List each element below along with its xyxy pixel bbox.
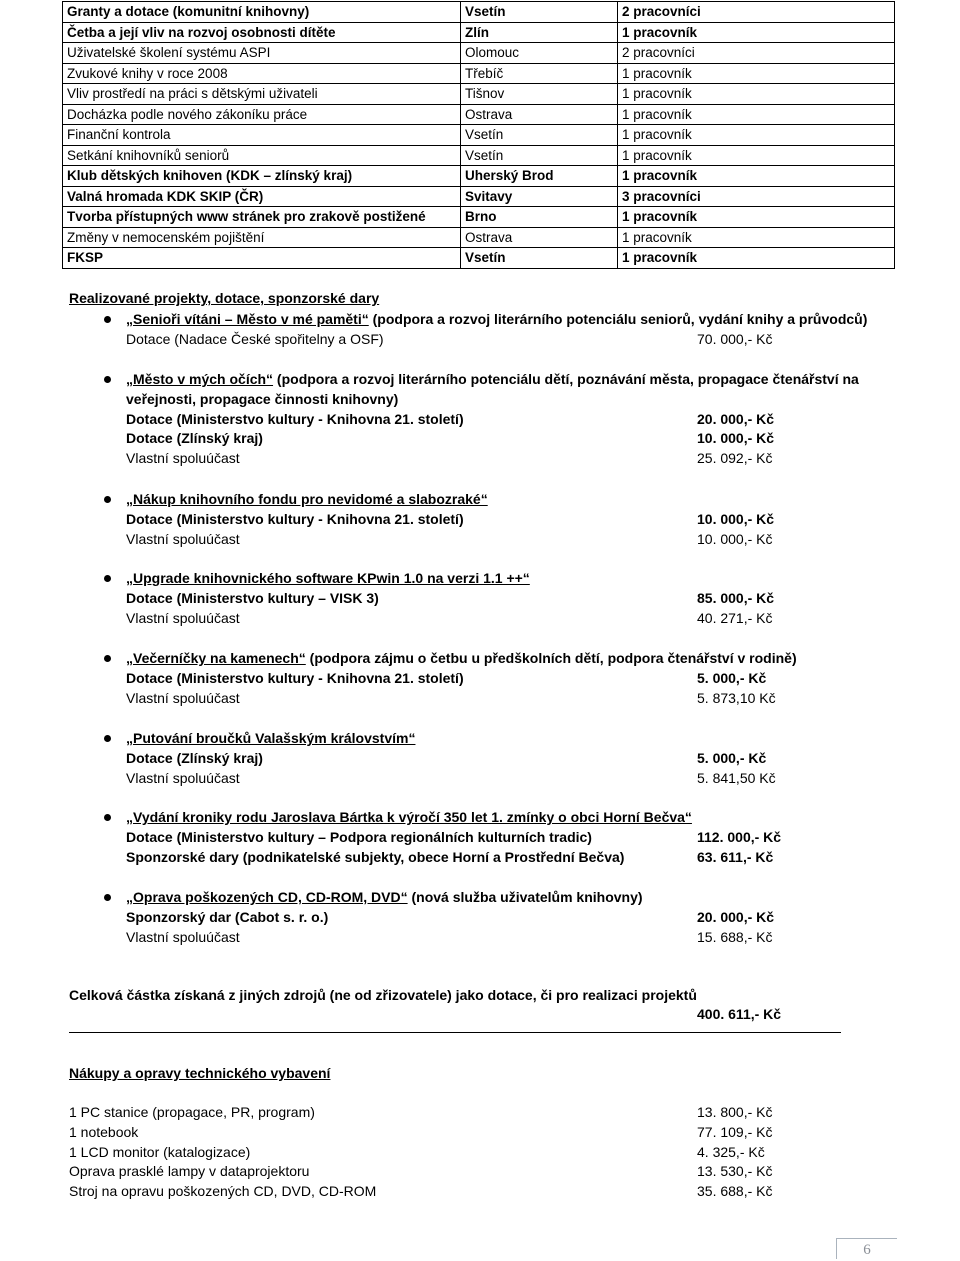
bullet-icon: [104, 496, 111, 503]
course-count: 1 pracovník: [618, 63, 895, 84]
funding-amount: 85. 000,- Kč: [697, 589, 775, 606]
course-name: FKSP: [63, 248, 461, 269]
funding-amount: 25. 092,- Kč: [697, 450, 773, 467]
course-place: Vsetín: [461, 248, 618, 269]
total-rule: [69, 1032, 841, 1033]
project-title: „Vydání kroniky rodu Jaroslava Bártka k výročí 350 let 1. zmínky o obci Horní Bečva“: [126, 809, 692, 825]
course-place: Ostrava: [461, 104, 618, 125]
purchase-amount: 77. 109,- Kč: [697, 1123, 773, 1140]
course-row: [63, 63, 895, 84]
purchase-amount: 13. 530,- Kč: [697, 1163, 773, 1180]
funding-amount: 10. 000,- Kč: [697, 430, 775, 447]
funding-amount: 10. 000,- Kč: [697, 510, 775, 527]
course-row: [63, 43, 895, 64]
funding-label: Dotace (Nadace České spořitelny a OSF): [126, 330, 384, 347]
course-row: [63, 22, 895, 43]
funding-label: Vlastní spoluúčast: [126, 769, 240, 786]
project-note-continued: veřejnosti, propagace činnosti knihovny): [126, 390, 399, 407]
funding-label: Vlastní spoluúčast: [126, 609, 240, 626]
project-title-line: [126, 729, 415, 747]
course-name: Finanční kontrola: [63, 125, 461, 146]
course-name: Klub dětských knihoven (KDK – zlínský kraj): [63, 166, 461, 187]
course-row: [63, 84, 895, 105]
course-count: 1 pracovník: [618, 104, 895, 125]
project-note: (podpora a rozvoj literárního potenciálu dětí, poznávání města, propagace čtenářství na: [273, 371, 859, 387]
purchase-label: Oprava prasklé lampy v dataprojektoru: [69, 1163, 310, 1180]
funding-amount: 5. 000,- Kč: [697, 749, 767, 766]
course-count: 1 pracovník: [618, 84, 895, 105]
course-place: Tišnov: [461, 84, 618, 105]
funding-amount: 20. 000,- Kč: [697, 410, 775, 427]
funding-label: Vlastní spoluúčast: [126, 530, 240, 547]
course-place: Vsetín: [461, 145, 618, 166]
funding-amount: 5. 841,50 Kč: [697, 769, 776, 786]
project-title-line: [126, 370, 859, 388]
project-title: „Oprava poškozených CD, CD-ROM, DVD“: [126, 889, 408, 905]
course-name: Setkání knihovníků seniorů: [63, 145, 461, 166]
funding-amount: 63. 611,- Kč: [697, 848, 774, 865]
funding-amount: 15. 688,- Kč: [697, 928, 773, 945]
course-place: Třebíč: [461, 63, 618, 84]
purchase-label: 1 notebook: [69, 1123, 139, 1140]
project-title: „Město v mých očích“: [126, 371, 274, 387]
course-row: [63, 145, 895, 166]
project-note: (podpora zájmu o četbu u předškolních dětí, podpora čtenářství v rodině): [305, 650, 797, 666]
funding-label: Dotace (Ministerstvo kultury – VISK 3): [126, 589, 379, 606]
funding-label: Dotace (Ministerstvo kultury - Knihovna 21. století): [126, 669, 464, 686]
purchase-amount: 4. 325,- Kč: [697, 1143, 765, 1160]
course-row: [63, 207, 895, 228]
project-title-line: [126, 888, 643, 906]
course-row: [63, 2, 895, 23]
project-title-line: [126, 808, 692, 826]
course-name: Uživatelské školení systému ASPI: [63, 43, 461, 64]
funding-amount: 20. 000,- Kč: [697, 908, 775, 925]
course-count: 2 pracovníci: [618, 2, 895, 23]
funding-label: Sponzorské dary (podnikatelské subjekty, obece Horní a Prostřední Bečva): [126, 848, 625, 865]
course-count: 1 pracovník: [618, 248, 895, 269]
page-number: 6: [836, 1238, 897, 1259]
course-count: 3 pracovníci: [618, 186, 895, 207]
course-name: Granty a dotace (komunitní knihovny): [63, 2, 461, 23]
funding-label: Vlastní spoluúčast: [126, 450, 240, 467]
project-note: (podpora a rozvoj literárního potenciálu seniorů, vydání knihy a průvodců): [368, 311, 868, 327]
course-name: Valná hromada KDK SKIP (ČR): [63, 186, 461, 207]
project-title-line: [126, 310, 867, 328]
purchase-label: 1 LCD monitor (katalogizace): [69, 1143, 251, 1160]
project-title-line: [126, 649, 797, 667]
funding-amount: 5. 000,- Kč: [697, 669, 767, 686]
course-count: 1 pracovník: [618, 22, 895, 43]
course-row: [63, 248, 895, 269]
project-title-line: [126, 569, 530, 587]
course-row: [63, 104, 895, 125]
funding-label: Vlastní spoluúčast: [126, 928, 240, 945]
course-row: [63, 227, 895, 248]
course-place: Ostrava: [461, 227, 618, 248]
course-place: Zlín: [461, 22, 618, 43]
total-label: Celková částka získaná z jiných zdrojů (ne od zřizovatele) jako dotace, či pro realizaci projektů: [69, 987, 697, 1003]
course-name: Tvorba přístupných www stránek pro zrakově postižené: [63, 207, 461, 228]
funding-label: Sponzorský dar (Cabot s. r. o.): [126, 908, 329, 925]
course-row: [63, 166, 895, 187]
bullet-icon: [104, 735, 111, 742]
bullet-icon: [104, 316, 111, 323]
funding-amount: 5. 873,10 Kč: [697, 689, 776, 706]
project-title: „Senioři vítáni – Město v mé paměti“: [126, 311, 369, 327]
purchase-label: 1 PC stanice (propagace, PR, program): [69, 1104, 315, 1120]
course-place: Vsetín: [461, 2, 618, 23]
course-count: 2 pracovníci: [618, 43, 895, 64]
course-name: Docházka podle nového zákoníku práce: [63, 104, 461, 125]
project-note: (nová služba uživatelům knihovny): [407, 889, 643, 905]
bullet-icon: [104, 894, 111, 901]
bullet-icon: [104, 655, 111, 662]
course-place: Brno: [461, 207, 618, 228]
purchase-label: Stroj na opravu poškozených CD, DVD, CD-ROM: [69, 1183, 377, 1200]
project-title: „Nákup knihovního fondu pro nevidomé a slabozraké“: [126, 491, 488, 507]
course-count: 1 pracovník: [618, 227, 895, 248]
funding-amount: 10. 000,- Kč: [697, 530, 773, 547]
course-name: Četba a její vliv na rozvoj osobnosti dítěte: [63, 22, 461, 43]
course-place: Vsetín: [461, 125, 618, 146]
project-title-line: [126, 490, 488, 508]
funding-amount: 70. 000,- Kč: [697, 330, 773, 347]
course-count: 1 pracovník: [618, 207, 895, 228]
project-title: „Upgrade knihovnického software KPwin 1.0 na verzi 1.1 ++“: [126, 570, 530, 586]
bullet-icon: [104, 376, 111, 383]
course-place: Svitavy: [461, 186, 618, 207]
project-title: „Putování broučků Valašským královstvím“: [126, 730, 416, 746]
funding-label: Dotace (Ministerstvo kultury - Knihovna 21. století): [126, 510, 464, 527]
course-count: 1 pracovník: [618, 166, 895, 187]
purchase-amount: 35. 688,- Kč: [697, 1183, 773, 1200]
funding-label: Dotace (Ministerstvo kultury - Knihovna 21. století): [126, 410, 464, 427]
funding-amount: 40. 271,- Kč: [697, 609, 773, 626]
funding-label: Dotace (Zlínský kraj): [126, 430, 263, 447]
course-place: Olomouc: [461, 43, 618, 64]
projects-heading: Realizované projekty, dotace, sponzorské dary: [69, 290, 380, 306]
course-name: Změny v nemocenském pojištění: [63, 227, 461, 248]
bullet-icon: [104, 814, 111, 821]
course-place: Uherský Brod: [461, 166, 618, 187]
funding-amount: 112. 000,- Kč: [697, 828, 782, 845]
purchase-amount: 13. 800,- Kč: [697, 1104, 773, 1120]
courses-table: [62, 1, 895, 269]
purchases-heading: Nákupy a opravy technického vybavení: [69, 1065, 331, 1081]
course-name: Zvukové knihy v roce 2008: [63, 63, 461, 84]
course-name: Vliv prostředí na práci s dětskými uživateli: [63, 84, 461, 105]
total-amount: 400. 611,- Kč: [697, 1006, 782, 1022]
course-row: [63, 125, 895, 146]
project-title: „Večerníčky na kamenech“: [126, 650, 306, 666]
course-row: [63, 186, 895, 207]
course-count: 1 pracovník: [618, 125, 895, 146]
bullet-icon: [104, 575, 111, 582]
funding-label: Vlastní spoluúčast: [126, 689, 240, 706]
course-count: 1 pracovník: [618, 145, 895, 166]
funding-label: Dotace (Zlínský kraj): [126, 749, 263, 766]
funding-label: Dotace (Ministerstvo kultury – Podpora regionálních kulturních tradic): [126, 828, 592, 845]
